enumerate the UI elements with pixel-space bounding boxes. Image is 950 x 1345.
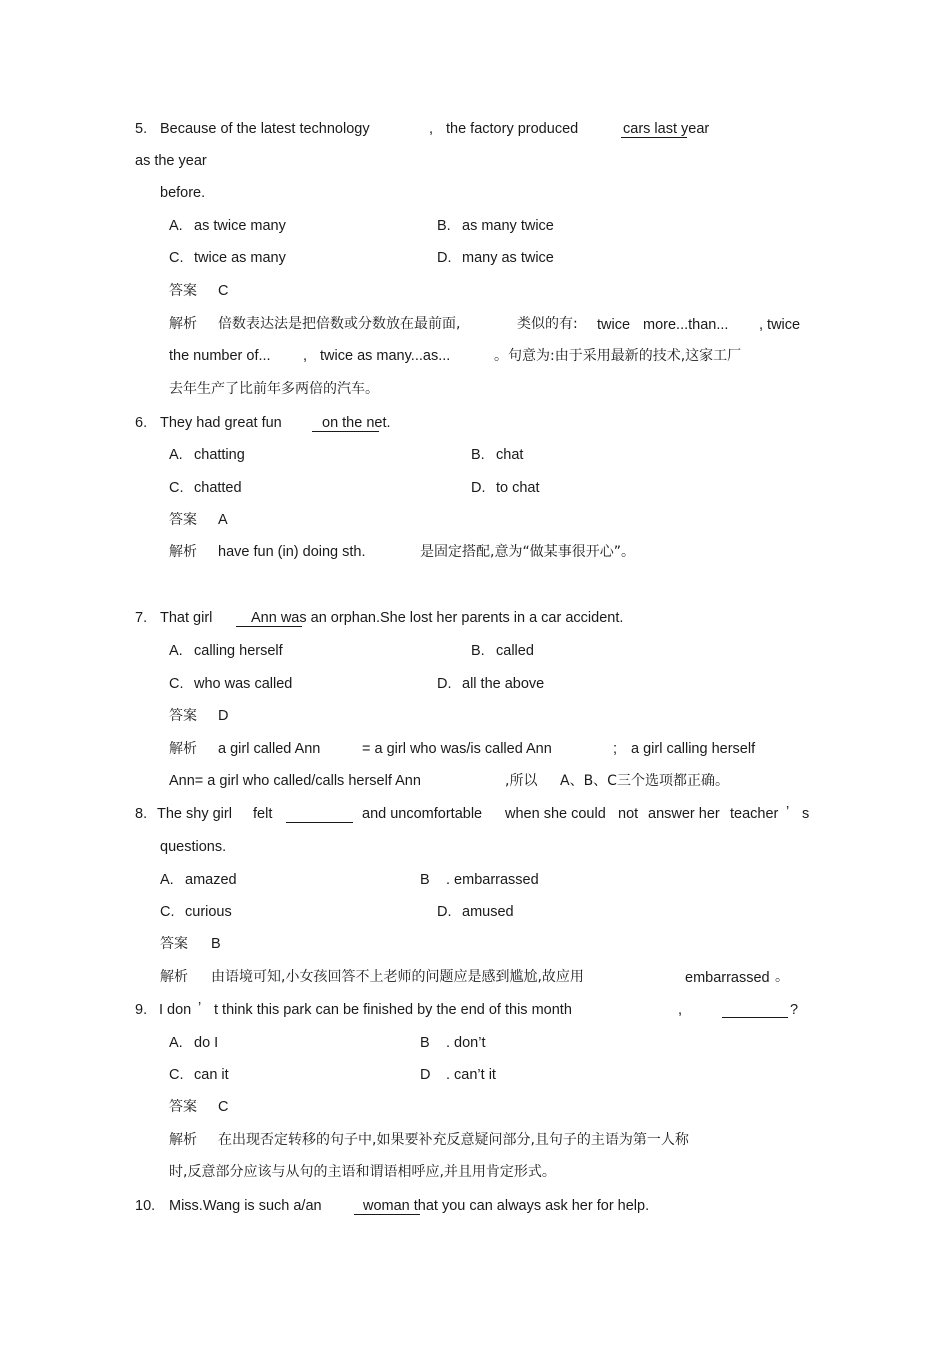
option-text: curious <box>185 904 232 920</box>
answer-label: 答案 <box>169 708 197 724</box>
option-letter: D <box>420 1067 431 1083</box>
question-8-stem-part: when she could <box>505 806 606 822</box>
option-letter: B. <box>471 643 485 659</box>
analysis-text: 时,反意部分应该与从句的主语和谓语相呼应,并且用肯定形式。 <box>169 1164 556 1180</box>
question-8-stem-part: not <box>618 806 639 822</box>
answer-blank <box>312 431 379 432</box>
analysis-text: A、B、C三个选项都正确。 <box>560 773 729 789</box>
option-text: chatting <box>194 447 245 463</box>
question-5-stem-part: as the year <box>135 153 207 169</box>
option-text: to chat <box>496 480 540 496</box>
answer-label: 答案 <box>169 1099 197 1115</box>
option-text: . don’t <box>446 1035 486 1051</box>
question-9-number: 9. <box>135 1002 148 1018</box>
analysis-text: , <box>303 348 308 364</box>
option-letter: A. <box>169 643 183 659</box>
answer-value: C <box>218 1099 229 1115</box>
option-text: who was called <box>194 676 293 692</box>
option-letter: B <box>420 872 430 888</box>
question-7-stem-part: Ann was an orphan.She lost her parents in a car accident. <box>251 610 624 626</box>
analysis-label: 解析 <box>169 741 197 757</box>
answer-blank <box>621 137 687 138</box>
analysis-label: 解析 <box>169 1132 197 1148</box>
question-6-stem-part: on the net. <box>322 415 391 431</box>
analysis-text: ,所以 <box>505 773 538 789</box>
question-6-stem-part: They had great fun <box>160 415 282 431</box>
analysis-text: 。 <box>775 969 789 985</box>
question-10-stem-part: Miss.Wang is such a/an <box>169 1198 322 1214</box>
answer-label: 答案 <box>169 512 197 528</box>
analysis-text: a girl calling herself <box>631 741 756 757</box>
option-letter: B. <box>471 447 485 463</box>
analysis-text: = a girl who was/is called Ann <box>362 741 552 757</box>
option-text: all the above <box>462 676 545 692</box>
analysis-text: more...than... <box>643 317 729 333</box>
option-letter: A. <box>169 447 183 463</box>
analysis-text: 去年生产了比前年多两倍的汽车。 <box>169 381 379 397</box>
question-8-stem-part: and uncomfortable <box>362 806 483 822</box>
question-5-stem-part: the factory produced <box>446 121 579 137</box>
analysis-text: 。句意为:由于采用最新的技术,这家工厂 <box>494 348 742 364</box>
option-text: called <box>496 643 534 659</box>
question-5-number: 5. <box>135 121 148 137</box>
option-letter: D. <box>437 250 452 266</box>
answer-label: 答案 <box>169 283 197 299</box>
question-10-number: 10. <box>135 1198 156 1214</box>
option-text: can it <box>194 1067 229 1083</box>
question-8-stem-part: felt <box>253 806 273 822</box>
analysis-text: twice as many...as... <box>320 348 451 364</box>
analysis-label: 解析 <box>169 544 197 560</box>
analysis-text: 是固定搭配,意为“做某事很开心”。 <box>420 544 635 560</box>
option-text: many as twice <box>462 250 554 266</box>
option-letter: C. <box>169 1067 184 1083</box>
analysis-text: 在出现否定转移的句子中,如果要补充反意疑问部分,且句子的主语为第一人称 <box>218 1132 689 1148</box>
answer-value: B <box>211 936 221 952</box>
analysis-label: 解析 <box>169 316 197 332</box>
answer-blank <box>236 626 302 627</box>
option-text: . can’t it <box>446 1067 496 1083</box>
option-letter: C. <box>169 676 184 692</box>
option-text: as many twice <box>462 218 554 234</box>
option-text: calling herself <box>194 643 283 659</box>
question-8-stem-part: ’ <box>786 804 790 820</box>
option-letter: B. <box>437 218 451 234</box>
option-text: do I <box>194 1035 219 1051</box>
option-text: . embarrassed <box>446 872 539 888</box>
option-letter: D. <box>471 480 486 496</box>
option-text: as twice many <box>194 218 286 234</box>
question-5-stem-part: before. <box>160 185 206 201</box>
question-5-stem-part: Because of the latest technology <box>160 121 370 137</box>
question-7-number: 7. <box>135 610 148 626</box>
question-9-stem-part: t think this park can be finished by the end of this month <box>214 1002 572 1018</box>
analysis-text: have fun (in) doing sth. <box>218 544 366 560</box>
question-8-stem-part: The shy girl <box>157 806 232 822</box>
question-7-stem-part: That girl <box>160 610 213 626</box>
option-text: twice as many <box>194 250 286 266</box>
option-letter: A. <box>160 872 174 888</box>
analysis-text: twice <box>597 317 631 333</box>
option-letter: D. <box>437 904 452 920</box>
question-6-number: 6. <box>135 415 148 431</box>
option-letter: C. <box>169 250 184 266</box>
answer-value: A <box>218 512 228 528</box>
option-text: amused <box>462 904 514 920</box>
analysis-text: 由语境可知,小女孩回答不上老师的问题应是感到尴尬,故应用 <box>211 969 584 985</box>
question-9-stem-part: ’ <box>198 1000 202 1016</box>
answer-blank <box>722 1017 788 1018</box>
analysis-text: embarrassed <box>685 970 770 986</box>
question-5-stem-part: cars last year <box>623 121 710 137</box>
analysis-text: a girl called Ann <box>218 741 321 757</box>
option-text: chatted <box>194 480 242 496</box>
question-8-stem-part: s <box>802 806 810 822</box>
question-9-stem-part: I don <box>159 1002 192 1018</box>
question-8-stem-part: teacher <box>730 806 779 822</box>
option-text: chat <box>496 447 524 463</box>
question-8-stem-part: answer her <box>648 806 720 822</box>
analysis-text: 倍数表达法是把倍数或分数放在最前面, <box>218 316 461 332</box>
analysis-label: 解析 <box>160 969 188 985</box>
question-8-stem-part: questions. <box>160 839 227 855</box>
analysis-text: the number of... <box>169 348 271 364</box>
analysis-text: ; <box>613 741 618 757</box>
answer-value: C <box>218 283 229 299</box>
question-9-stem-part: , <box>678 1002 683 1018</box>
analysis-text: Ann= a girl who called/calls herself Ann <box>169 773 421 789</box>
option-letter: A. <box>169 1035 183 1051</box>
option-letter: C. <box>169 480 184 496</box>
option-letter: B <box>420 1035 430 1051</box>
option-letter: D. <box>437 676 452 692</box>
answer-value: D <box>218 708 229 724</box>
option-letter: A. <box>169 218 183 234</box>
question-9-stem-part: ? <box>790 1002 799 1018</box>
option-letter: C. <box>160 904 175 920</box>
answer-blank <box>286 822 353 823</box>
analysis-text: 类似的有: <box>517 316 578 332</box>
answer-blank <box>354 1214 420 1215</box>
option-text: amazed <box>185 872 237 888</box>
question-10-stem-part: woman that you can always ask her for help. <box>363 1198 650 1214</box>
analysis-text: , twice <box>759 317 801 333</box>
answer-label: 答案 <box>160 936 188 952</box>
question-8-number: 8. <box>135 806 148 822</box>
question-5-stem-part: , <box>429 121 434 137</box>
